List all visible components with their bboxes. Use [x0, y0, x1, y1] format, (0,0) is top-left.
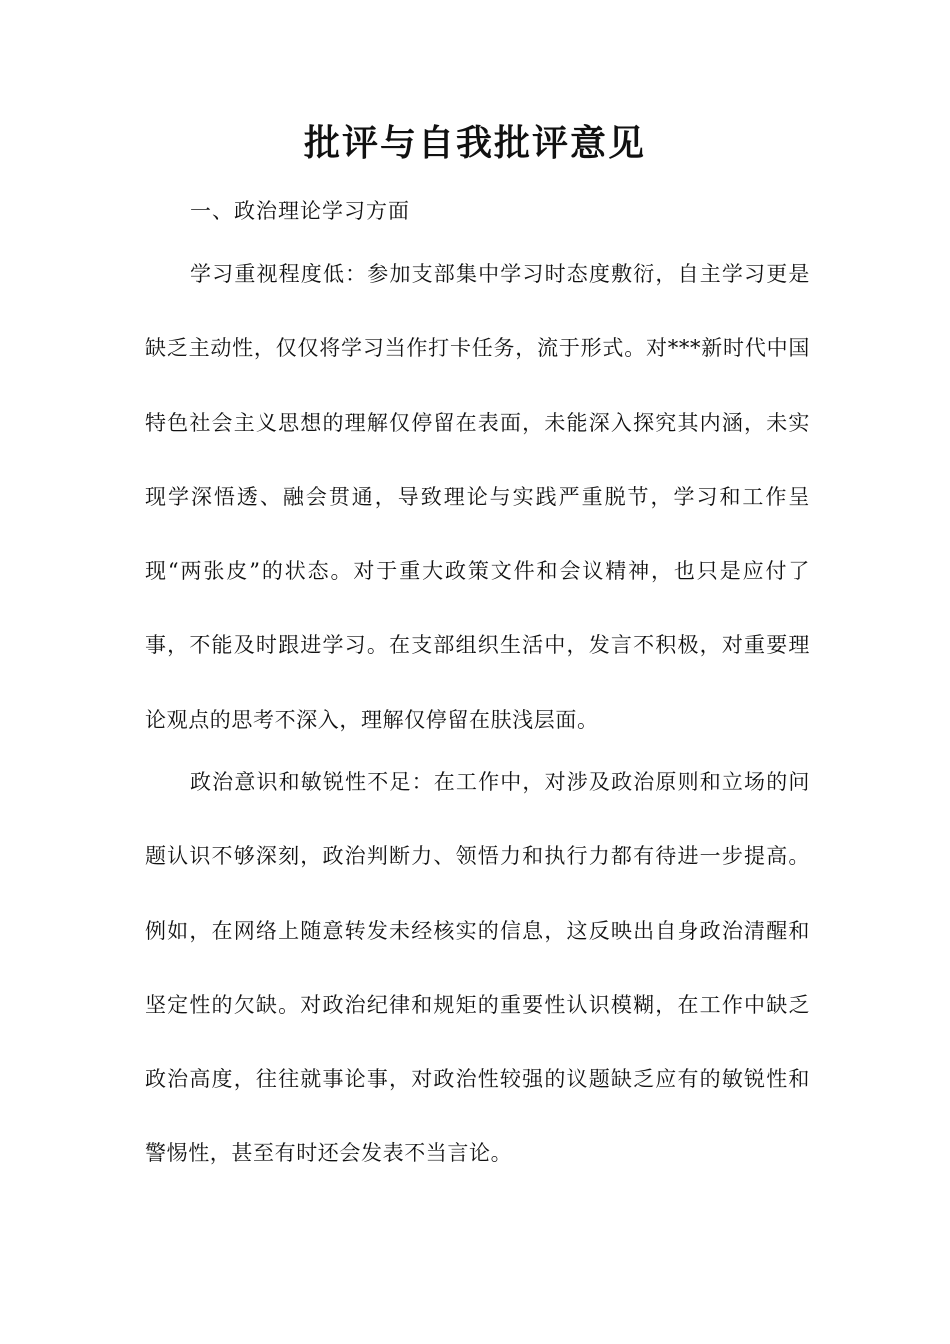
- document-title: 批评与自我批评意见: [303, 122, 646, 164]
- section-heading: 一、政治理论学习方面: [190, 199, 410, 223]
- paragraph-political-awareness: 政治意识和敏锐性不足：在工作中，对涉及政治原则和立场的问题认识不够深刻，政治判断力、领悟力和执行力都有待进一步提高。例如，在网络上随意转发未经核实的信息，这反映出自身政治清醒和坚定性的欠缺。对政治纪律和规矩的重要性认识模糊，在工作中缺乏政治高度，往往就事论事，对政治性较强的议题缺乏应有的敏锐性和警惕性，甚至有时还会发表不当言论。: [145, 770, 810, 1166]
- paragraph-study-attitude: 学习重视程度低：参加支部集中学习时态度敷衍，自主学习更是缺乏主动性，仅仅将学习当作打卡任务，流于形式。对***新时代中国特色社会主义思想的理解仅停留在表面，未能深入探究其内涵，未实现学深悟透、融会贯通，导致理论与实践严重脱节，学习和工作呈现“两张皮”的状态。对于重大政策文件和会议精神，也只是应付了事，不能及时跟进学习。在支部组织生活中，发言不积极，对重要理论观点的思考不深入，理解仅停留在肤浅层面。: [145, 262, 810, 732]
